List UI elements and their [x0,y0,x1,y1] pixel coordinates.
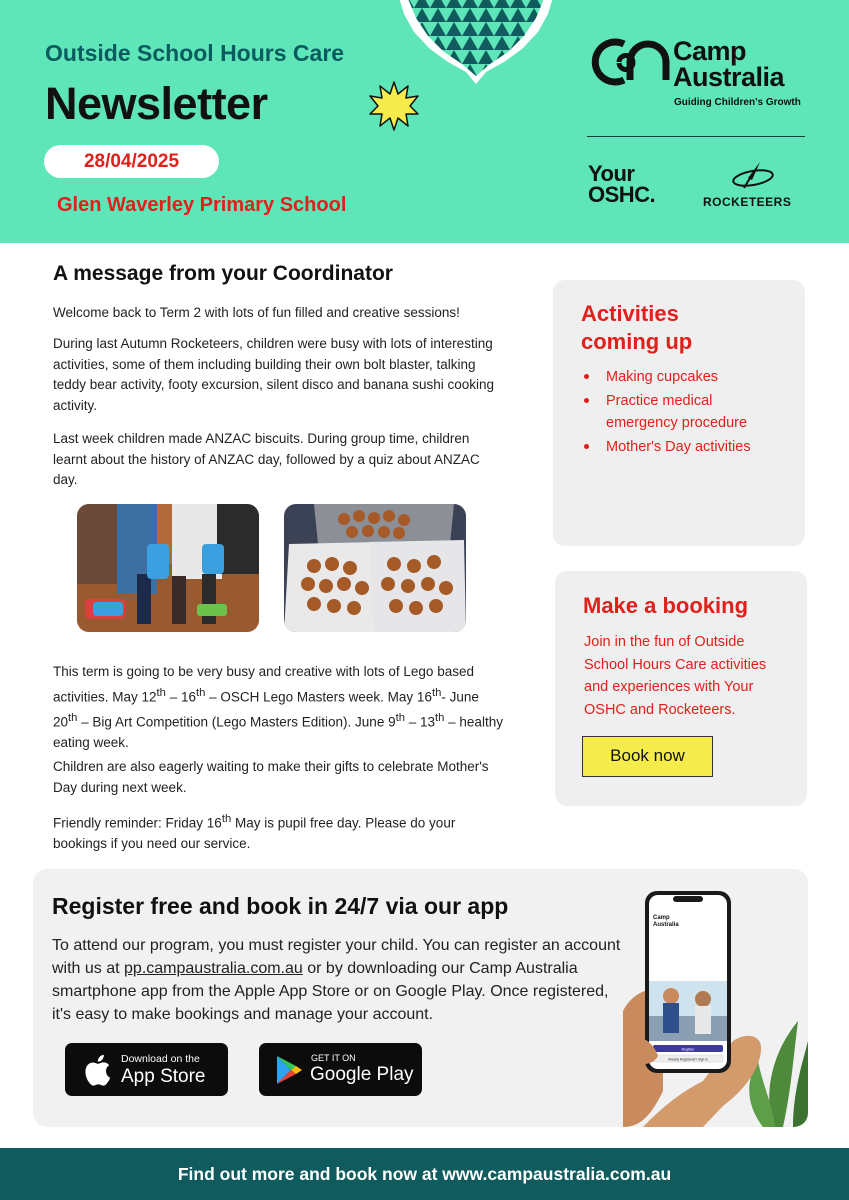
phone-in-hand-illustration [623,891,808,1127]
brand-tagline: Guiding Children's Growth [674,97,801,108]
header-divider [587,136,805,137]
apple-icon [82,1053,112,1087]
register-title: Register free and book in 24/7 via our app [52,893,509,919]
paragraph-mothers-day: Children are also eagerly waiting to make their gifts to celebrate Mother's Day during next week. [53,759,489,795]
camp-australia-wordmark: Camp Australia [673,36,785,92]
newsletter-title: Newsletter [45,78,268,129]
school-name: Glen Waverley Primary School [57,194,347,216]
newsletter-subtitle: Outside School Hours Care [45,40,345,66]
list-item: Practice medical emergency procedure [581,390,781,435]
coordinator-message-title: A message from your Coordinator [53,262,393,285]
google-play-icon [275,1055,303,1085]
rocket-icon [730,160,776,192]
camp-australia-logo-icon [586,36,670,88]
activities-panel [553,280,805,546]
paragraph-term-plans: This term is going to be very busy and creative with lots of Lego based activities. May 12th – 16th – OSCH Lego Masters week. May 16th- June 20th – Big Art Competition (Lego Masters Edition). June 9th – 13th – healthy eating week. [53,664,503,750]
your-oshc-logo: Your OSHC. [588,161,656,207]
parent-portal-link[interactable]: pp.campaustralia.com.au [124,960,303,977]
rocketeers-logo: ROCKETEERS [703,195,792,209]
booking-title: Make a booking [583,593,749,618]
date-badge: 28/04/2025 [44,145,219,178]
app-store-button[interactable]: Download on the App Store [65,1043,228,1096]
svg-text:Already Registered? Sign In: Already Registered? Sign In [668,1057,708,1062]
photo-anzac-biscuits [284,504,466,632]
list-item: Making cupcakes [581,366,781,389]
svg-text:Australia: Australia [653,922,679,928]
booking-description: Join in the fun of Outside School Hours Care activities and experiences with Your OSHC and Rocketeers. [584,634,767,718]
footer-banner: Find out more and book now at www.campaustralia.com.au [0,1148,849,1200]
header-banner [0,0,849,243]
register-section [33,869,808,1127]
paragraph-autumn: During last Autumn Rocketeers, children were busy with lots of interesting activities, some of them including building their own bolt blaster, talking teddy bear activity, footy excursion, silent disco and banana sushi cooking activity. [53,336,495,413]
triangle-pattern-badge-icon [398,0,554,84]
svg-text:Register: Register [681,1047,695,1052]
yellow-sun-icon [368,80,420,132]
list-item: Mother's Day activities [581,436,781,459]
photo-bolt-blasters [77,504,259,632]
paragraph-welcome: Welcome back to Term 2 with lots of fun filled and creative sessions! [53,305,460,320]
activities-title: Activities coming up [581,301,693,354]
activities-list [581,366,781,459]
register-description: To attend our program, you must register your child. You can register an account with us at pp.campaustralia.com.au or by downloading our Camp Australia smartphone app from the Apple App Store or on Google Play. Once registered, it's easy to make bookings and manage your account. [52,937,621,1023]
google-play-button[interactable]: GET IT ON Google Play [259,1043,422,1096]
paragraph-anzac: Last week children made ANZAC biscuits. During group time, children learnt about the history of ANZAC day, followed by a quiz about ANZAC day. [53,431,480,487]
booking-panel [555,571,807,806]
book-now-button[interactable]: Book now [582,736,713,777]
paragraph-reminder: Friendly reminder: Friday 16th May is pupil free day. Please do your bookings if you need our service. [53,813,456,851]
svg-text:Camp: Camp [653,915,670,921]
